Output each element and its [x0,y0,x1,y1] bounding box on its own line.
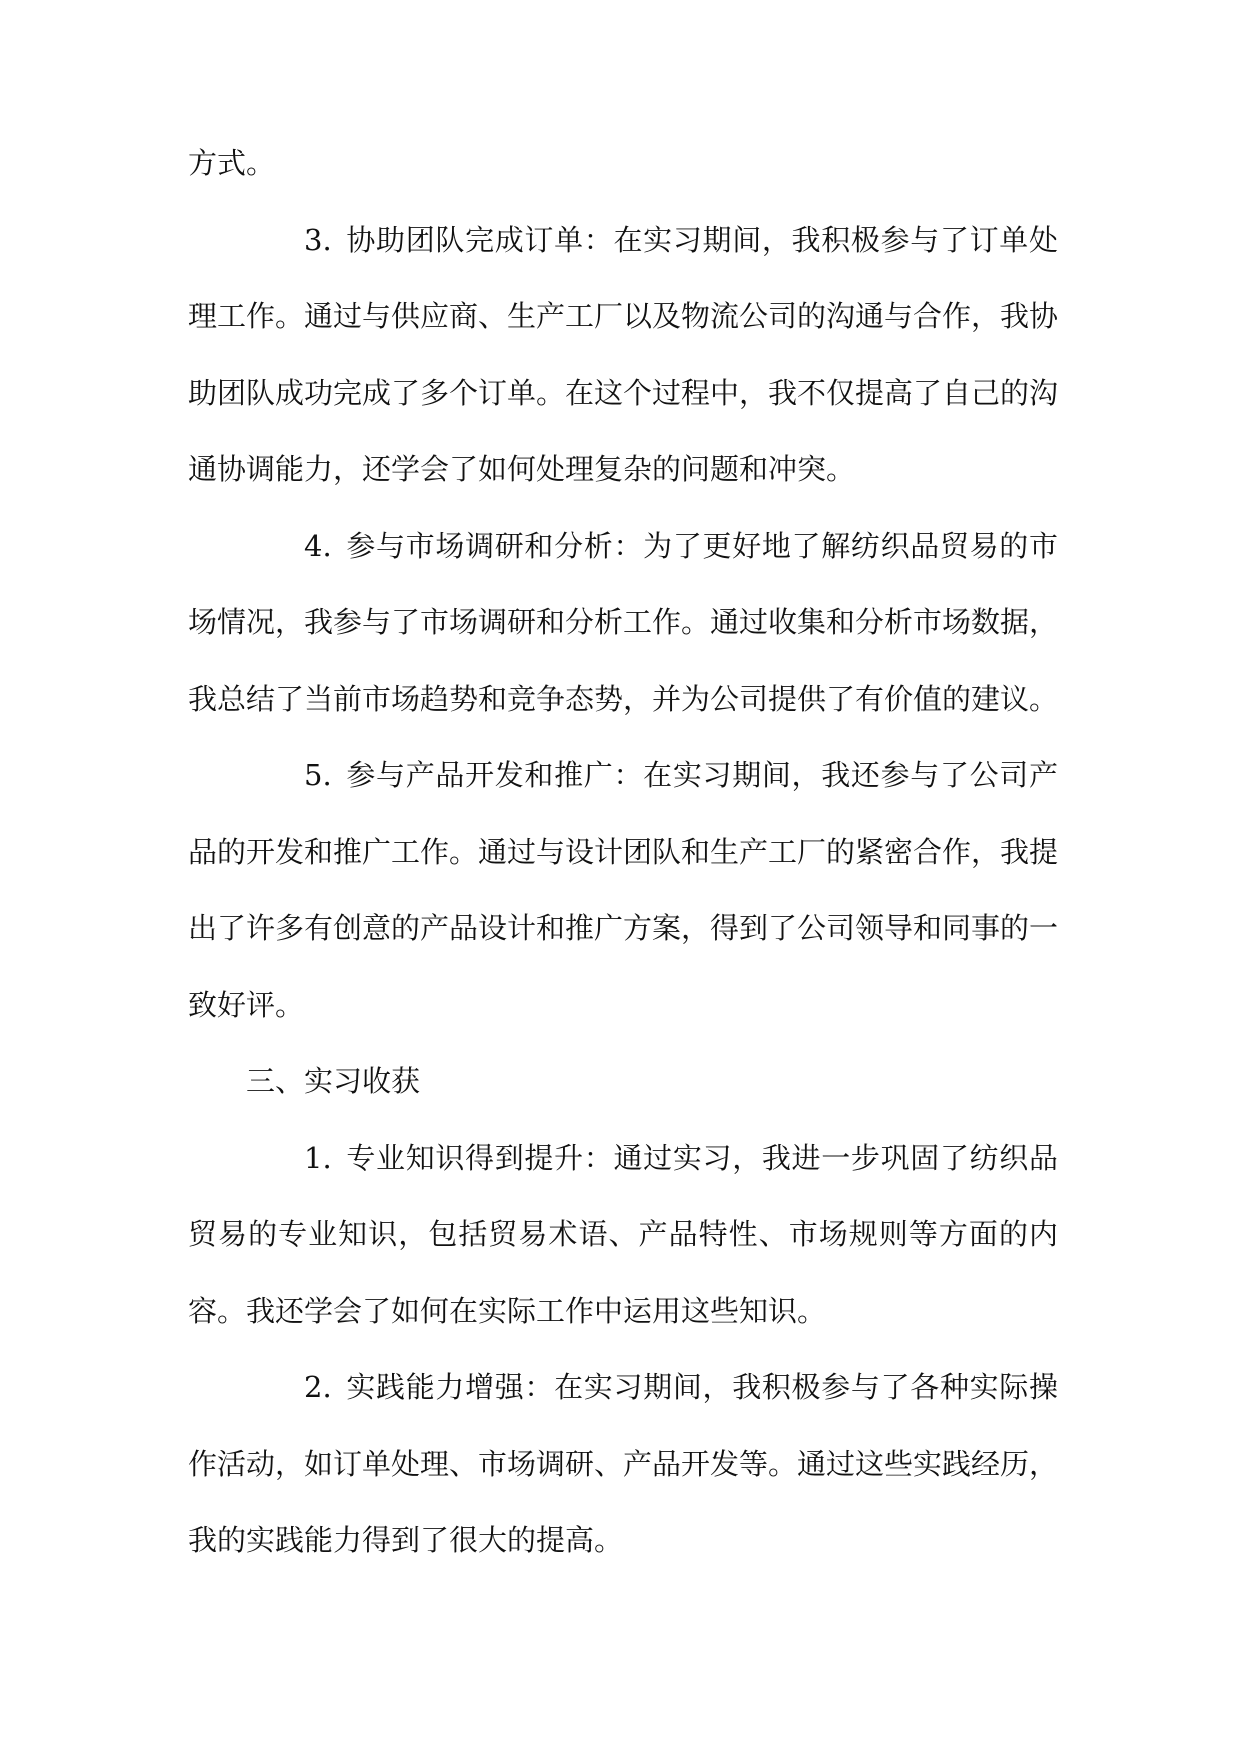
paragraph-text: 参与产品开发和推广：在实习期间，我还参与了公司产品的开发和推广工作。通过与设计团队和生产工厂的紧密合作，我提出了许多有创意的产品设计和推广方案，得到了公司领导和同事的一致好评。 [188,758,1059,1022]
section-heading-text: 三、实习收获 [246,1064,421,1098]
paragraph-text: 协助团队完成订单：在实习期间，我积极参与了订单处理工作。通过与供应商、生产工厂以及物流公司的沟通与合作，我协助团队成功完成了多个订单。在这个过程中，我不仅提高了自己的沟通协调能力，还学会了如何处理复杂的问题和冲突。 [188,222,1059,486]
paragraph-text: 实践能力增强：在实习期间，我积极参与了各种实际操作活动，如订单处理、市场调研、产品开发等。通过这些实践经历，我的实践能力得到了很大的提高。 [188,1370,1059,1557]
section-heading [188,1043,1058,1120]
list-number: 1. [304,1140,332,1175]
list-number: 2. [304,1370,332,1404]
paragraph-gain-1 [188,1120,1058,1350]
list-number: 4. [304,528,332,563]
paragraph-text: 参与市场调研和分析：为了更好地了解纺织品贸易的市场情况，我参与了市场调研和分析工作。通过收集和分析市场数据，我总结了当前市场趋势和竞争态势，并为公司提供了有价值的建议。 [188,528,1059,716]
paragraph-text: 方式。 [188,146,276,180]
paragraph-item-5 [188,737,1058,1043]
document-body [188,125,1058,1579]
paragraph-item-3 [188,202,1058,508]
paragraph-gain-2 [188,1349,1058,1579]
list-number: 3. [304,222,332,257]
paragraph-item-4 [188,508,1058,738]
paragraph-continuation [188,125,1058,202]
paragraph-text: 专业知识得到提升：通过实习，我进一步巩固了纺织品贸易的专业知识，包括贸易术语、产品特性、市场规则等方面的内容。我还学会了如何在实际工作中运用这些知识。 [188,1140,1058,1328]
list-number: 5. [304,758,332,792]
